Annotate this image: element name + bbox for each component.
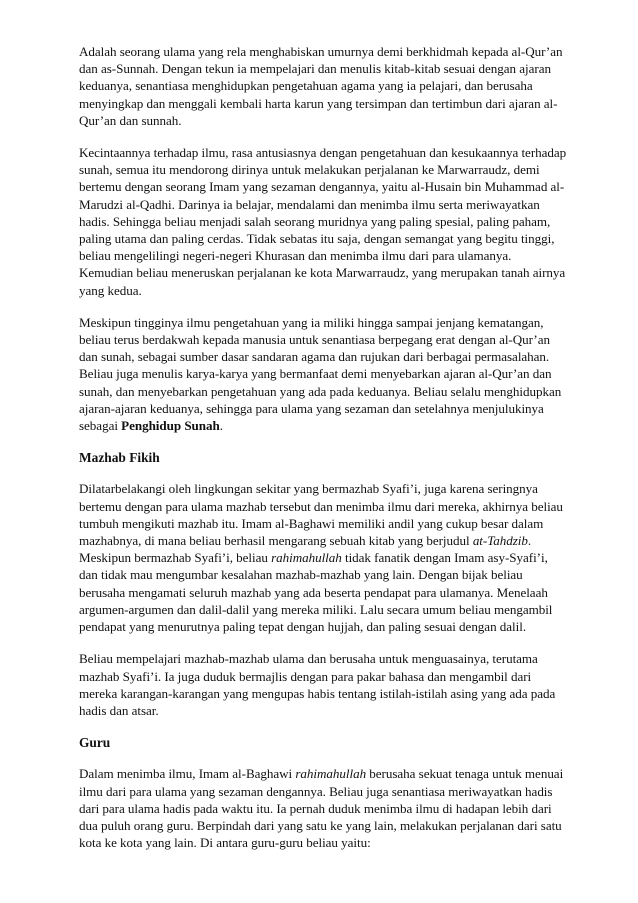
text-line	[79, 112, 561, 129]
text-run: berusaha sekuat tenaga untuk menuai	[366, 766, 564, 782]
text-line	[79, 95, 561, 112]
text-run: Meskipun tingginya ilmu pengetahuan yang ia miliki hingga sampai jenjang kematangan,	[79, 314, 544, 330]
text-line	[79, 834, 561, 851]
text-run: argumen-argumen dan dalil-dalil yang mereka miliki. Lalu secara umum beliau mengambil	[79, 601, 553, 617]
text-run: keduanya, senantiasa menghidupkan pengetahuan agama yang ia pelajari, dan berusaha	[79, 78, 533, 94]
text-run: kota ke kota yang lain. Di antara guru-guru beliau yaitu:	[79, 835, 371, 851]
text-run: Beliau mempelajari mazhab-mazhab ulama dan berusaha untuk menguasainya, terutama	[79, 651, 538, 667]
text-line	[79, 43, 561, 60]
text-line	[79, 668, 561, 685]
text-line	[79, 702, 561, 719]
text-line	[79, 247, 561, 264]
text-run: Meskipun bermazhab Syafi’i, beliau	[79, 550, 272, 566]
text-run: Kecintaannya terhadap ilmu, rasa antusiasnya dengan pengetahuan dan kesukaannya terhadap	[79, 145, 567, 161]
text-line	[79, 800, 561, 817]
paragraph-p4	[79, 480, 561, 635]
text-run: mazhabnya, di mana beliau berhasil mengarang sebuah kitab yang berjudul	[79, 533, 473, 549]
text-run: Dilatarbelakangi oleh lingkungan sekitar yang bermazhab Syafi’i, juga karena seringnya	[79, 481, 538, 497]
text-run: Kemudian beliau meneruskan perjalanan ke kota Marwarraudz, yang merupakan tanah airnya	[79, 265, 566, 281]
text-run: beliau mengelilingi negeri-negeri Khurasan dan menimba ilmu dari para ulamanya.	[79, 248, 512, 264]
bold-text: Penghidup Sunah	[121, 418, 220, 434]
text-line	[79, 515, 561, 532]
text-line	[79, 817, 561, 834]
text-line	[79, 417, 561, 434]
text-run: dan sunah, sebagai sumber dasar sandaran agama dan rujukan dari berbagai permasalahan.	[79, 349, 550, 365]
text-line	[79, 783, 561, 800]
text-run: .	[219, 418, 223, 434]
text-line	[79, 213, 561, 230]
text-run: Qur’an dan sunnah.	[79, 112, 182, 128]
paragraph-p3	[79, 314, 561, 434]
text-line	[79, 144, 567, 161]
text-line	[79, 161, 561, 178]
text-run: menyingkap dan menggali kembali harta karun yang tersimpan dan tertimbun dari ajaran al-	[79, 95, 558, 111]
text-line	[79, 383, 561, 400]
text-line	[79, 282, 561, 299]
text-run: sebagai	[79, 418, 122, 434]
text-run: sunah, semua itu mendorong dirinya untuk melakukan perjalanan ke Marwarraudz, demi	[79, 162, 540, 178]
text-line	[79, 685, 561, 702]
text-run: dan as-Sunnah. Dengan tekun ia mempelajari dan menulis kitab-kitab sesuai dengan ajaran	[79, 61, 551, 77]
text-run: Marudzi al-Qadhi. Darinya ia belajar, mendalami dan menimba ilmu serta meriwayatkan	[79, 196, 540, 212]
text-line	[79, 549, 561, 566]
text-run: mereka karangan-karangan yang mengupas habis tentang istilah-istilah asing yang ada pada	[79, 685, 556, 701]
paragraph-p5	[79, 650, 561, 719]
text-run: hadis. Sehingga beliau menjadi salah seorang muridnya yang paling spesial, paling paham,	[79, 213, 551, 229]
text-line	[79, 230, 561, 247]
text-run: dan tidak mau mengumbar kesalahan mazhab-mazhab yang lain. Dengan bijak beliau	[79, 567, 523, 583]
text-line	[79, 601, 561, 618]
text-line	[79, 331, 561, 348]
section-heading: Mazhab Fikih	[79, 450, 160, 466]
text-run: ajaran-ajaran keduanya, sehingga para ulama yang sezaman dan setelahnya menjulukinya	[79, 400, 544, 416]
text-run: dari para ulama hadis pada waktu itu. Ia pernah duduk menimba ilmu di hadapan lebih dari	[79, 800, 552, 816]
text-run: bertemu dengan seorang Imam yang sezaman dengannya, yaitu al-Husain bin Muhammad al-	[79, 179, 565, 195]
paragraph-p2	[79, 144, 567, 299]
italic-text: rahimahullah	[295, 766, 367, 782]
text-run: tumbuh mengikuti mazhab itu. Imam al-Baghawi memiliki andil yang cukup besar dalam	[79, 515, 544, 531]
text-run: Beliau juga menulis karya-karya yang bermanfaat demi menyebarkan ajaran al-Qur’an dan	[79, 366, 552, 382]
text-run: bertemu dengan para ulama mazhab tersebut dan menimba ilmu dari mereka, akhirnya beliau	[79, 498, 563, 514]
text-line	[79, 264, 566, 281]
text-run: mazhab Syafi’i. Ia juga duduk bermajlis dengan para pakar bahasa dan mengambil dari	[79, 668, 532, 684]
text-line	[79, 400, 561, 417]
text-run: Adalah seorang ulama yang rela menghabiskan umurnya demi berkhidmah kepada al-Qur’an	[79, 44, 563, 59]
text-line	[79, 480, 561, 497]
text-line	[79, 618, 561, 635]
text-line	[79, 196, 561, 213]
text-run: sunah, dan menyebarkan pengetahuan yang ada pada keduanya. Beliau selalu menghidupkan	[79, 383, 562, 399]
text-run: tidak fanatik dengan Imam asy-Syafi’i,	[341, 550, 548, 566]
document-page	[79, 43, 567, 866]
text-run: .	[527, 533, 532, 549]
text-run: ilmu dari para ulama yang sezaman dengannya. Beliau juga senantiasa meriwayatkan hadis	[79, 783, 553, 799]
text-line	[79, 314, 561, 331]
text-line	[79, 765, 564, 782]
italic-text: at-Tahdzib	[472, 533, 528, 549]
text-run: Dalam menimba ilmu, Imam al-Baghawi	[79, 766, 296, 782]
text-run: berusaha mengamati seluruh mazhab yang ada beserta pendapat para ulamanya. Menelaah	[79, 584, 548, 600]
text-line	[79, 178, 565, 195]
text-line	[79, 498, 561, 515]
text-run: paling utama dan paling cerdas. Tidak sebatas itu saja, dengan semangat yang begitu tinggi,	[79, 231, 555, 247]
text-line	[79, 532, 561, 549]
text-run: beliau terus berdakwah kepada manusia untuk senantiasa berpegang erat dengan al-Qur’an	[79, 332, 551, 348]
text-line	[79, 584, 561, 601]
text-line	[79, 60, 561, 77]
paragraph-p1	[79, 43, 561, 129]
text-line	[79, 348, 561, 365]
paragraph-p6	[79, 765, 564, 851]
text-line	[79, 365, 561, 382]
text-run: pendapat yang menurutnya paling tepat dengan hujjah, dan paling sesuai dengan dalil.	[79, 619, 527, 635]
text-line	[79, 650, 561, 667]
text-run: yang kedua.	[79, 282, 142, 298]
text-run: hadis dan atsar.	[79, 702, 159, 718]
text-line	[79, 566, 561, 583]
text-line	[79, 77, 561, 94]
italic-text: rahimahullah	[271, 550, 342, 566]
section-heading: Guru	[79, 735, 111, 751]
text-run: dua puluh orang guru. Berpindah dari yang satu ke yang lain, melakukan perjalanan dari satu	[79, 817, 562, 833]
